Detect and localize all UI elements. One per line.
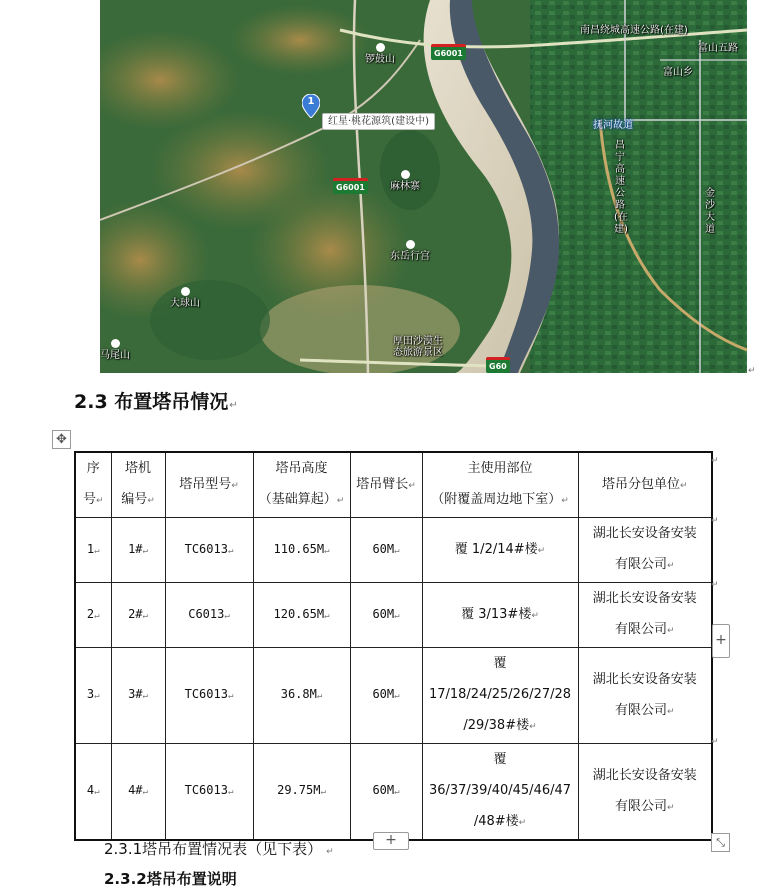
map-terrain (100, 0, 747, 373)
paragraph-mark: ↵ (748, 366, 756, 376)
temple-icon (406, 240, 415, 249)
cell-code: 2#↵ (111, 583, 165, 648)
map-poi-label: 东岳行宫 (390, 251, 430, 262)
header-cell-code: 塔机 编号↵ (111, 452, 165, 518)
map-road-label-changning: 昌宁高速公路(在建) (614, 140, 628, 235)
cell-no: 3↵ (75, 648, 111, 744)
header-cell-model: 塔吊型号↵ (165, 452, 253, 518)
map-poi-luogushan (365, 43, 395, 66)
map-poi-label: 锣鼓山 (365, 54, 395, 65)
map-road-label-fushanwulu: 富山五路 (698, 43, 738, 54)
table-row (75, 648, 712, 744)
paragraph-mark: ↵ (326, 847, 334, 857)
cell-height: 120.65M↵ (253, 583, 350, 648)
header-cell-vendor: 塔吊分包单位↵ (578, 452, 712, 518)
map-poi-label: 大球山 (170, 298, 200, 309)
table-move-handle-icon[interactable]: ✥ (52, 430, 71, 449)
cell-model: TC6013↵ (165, 518, 253, 583)
cell-vendor: 湖北长安设备安装 有限公司↵ (578, 583, 712, 648)
cell-no: 1↵ (75, 518, 111, 583)
mountain-icon (181, 287, 190, 296)
row-end-mark: ↵ (711, 516, 719, 526)
cell-area: 覆 1/2/14#楼↵ (422, 518, 578, 583)
cell-arm: 60M↵ (350, 744, 422, 841)
cell-height: 110.65M↵ (253, 518, 350, 583)
cell-no: 4↵ (75, 744, 111, 841)
map-callout-label: 红星·桃花源筑(建设中) (322, 113, 435, 130)
satellite-map-image (100, 0, 747, 373)
cell-arm: 60M↵ (350, 518, 422, 583)
cell-code: 4#↵ (111, 744, 165, 841)
map-poi-label: 麻林寨 (390, 181, 420, 192)
cell-no: 2↵ (75, 583, 111, 648)
row-end-mark: ↵ (711, 737, 719, 747)
cell-model: TC6013↵ (165, 648, 253, 744)
map-road-label-jinshadadao: 金沙大道 (705, 188, 715, 235)
map-road-label-expressway: 南昌绕城高速公路(在建) (580, 25, 688, 36)
insert-row-button[interactable]: + (373, 832, 409, 850)
insert-column-button[interactable]: + (712, 624, 730, 658)
cell-code: 3#↵ (111, 648, 165, 744)
table-row (75, 744, 712, 841)
subsection-heading-partial (104, 868, 237, 889)
cell-model: C6013↵ (165, 583, 253, 648)
cell-arm: 60M↵ (350, 583, 422, 648)
mountain-icon (376, 43, 385, 52)
cell-code: 1#↵ (111, 518, 165, 583)
table-row (75, 518, 712, 583)
map-poi-label: 马尾山 (100, 350, 130, 361)
table-header-row (75, 452, 712, 518)
header-cell-area: 主使用部位 （附覆盖周边地下室）↵ (422, 452, 578, 518)
map-poi-malinzhai (390, 170, 420, 193)
pin-number: 1 (307, 96, 315, 107)
subsection-heading-text: 2.3.2塔吊布置说明 (104, 870, 237, 888)
mountain-icon (401, 170, 410, 179)
location-pin-icon[interactable] (302, 94, 320, 116)
header-cell-height: 塔吊高度 （基础算起）↵ (253, 452, 350, 518)
map-poi-maweishan (100, 339, 130, 362)
subsection-heading (104, 838, 334, 859)
subsection-heading-text: 2.3.1塔吊布置情况表（见下表） (104, 840, 323, 858)
cell-area: 覆 36/37/39/40/45/46/47 /48#楼↵ (422, 744, 578, 841)
cell-height: 29.75M↵ (253, 744, 350, 841)
road-shield-g60: G60 (486, 357, 510, 373)
header-cell-arm: 塔吊臂长↵ (350, 452, 422, 518)
map-poi-dongyuexinggong (390, 240, 430, 263)
cell-area: 覆 17/18/24/25/26/27/28 /29/38#楼↵ (422, 648, 578, 744)
row-end-mark: ↵ (711, 580, 719, 590)
paragraph-mark: ↵ (229, 400, 238, 411)
road-shield-g6001: G6001 (333, 178, 368, 194)
map-place-label-fushanxiang: 富山乡 (663, 67, 693, 78)
cell-area: 覆 3/13#楼↵ (422, 583, 578, 648)
section-heading-text: 2.3 布置塔吊情况 (74, 391, 229, 413)
cell-vendor: 湖北长安设备安装 有限公司↵ (578, 648, 712, 744)
cell-model: TC6013↵ (165, 744, 253, 841)
tower-crane-table (74, 451, 713, 841)
cell-vendor: 湖北长安设备安装 有限公司↵ (578, 744, 712, 841)
mountain-icon (111, 339, 120, 348)
section-heading (74, 387, 238, 414)
cell-arm: 60M↵ (350, 648, 422, 744)
map-poi-daqiushan (170, 287, 200, 310)
map-water-label-fuhe: 抚河故道 (593, 120, 633, 131)
header-cell-no: 序 号↵ (75, 452, 111, 518)
table-resize-handle-icon[interactable]: ⤡ (711, 833, 730, 852)
road-shield-g6001: G6001 (431, 44, 466, 60)
map-poi-houtian: 厚田沙漠生 态旅游景区 (393, 336, 443, 358)
table-row (75, 583, 712, 648)
cell-height: 36.8M↵ (253, 648, 350, 744)
cell-vendor: 湖北长安设备安装 有限公司↵ (578, 518, 712, 583)
row-end-mark: ↵ (711, 456, 719, 466)
